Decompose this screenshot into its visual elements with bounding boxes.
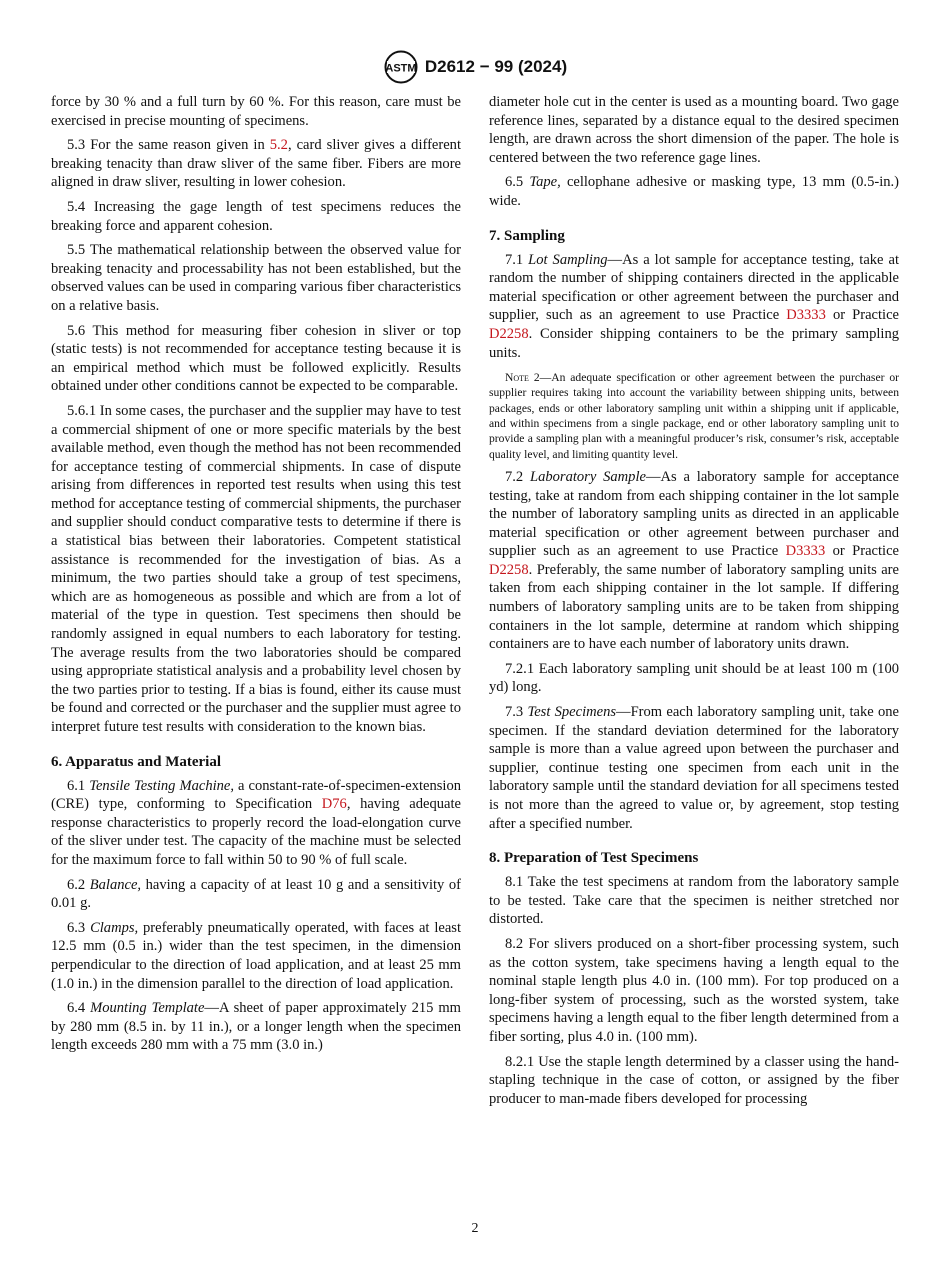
paragraph-6-2: 6.2 Balance, having a capacity of at least 10 g and a sensitivity of 0.01 g.: [51, 876, 461, 912]
paragraph-7-1: 7.1 Lot Sampling—As a lot sample for acceptance testing, take at random the number of shipping containers directed in the applicable material specification or other agreement between the purchaser and supplier, such as an agreement to use Practice D3333 or Practice D2258. Consider shipping containers to be the primary sampling units.: [489, 251, 899, 361]
paragraph-8-2-1: 8.2.1 Use the staple length determined by a classer using the hand-stapling technique in the case of cotton, or assigned by the fiber producer to man-made fibers developed for processing: [489, 1053, 899, 1107]
link-d2258[interactable]: D2258: [489, 561, 529, 578]
page-number: 2: [471, 1221, 479, 1236]
paragraph-8-1: 8.1 Take the test specimens at random from the laboratory sample to be tested. Take care that the specimen is neither stretched nor distorted.: [489, 874, 899, 928]
paragraph-5-4: 5.4 Increasing the gage length of test specimens reduces the breaking force and apparent cohesion.: [51, 198, 461, 234]
left-column: [51, 93, 461, 1061]
paragraph-7-3: 7.3 Test Specimens—From each laboratory sampling unit, take one specimen. If the standard deviation determined for the laboratory sample is more than a value agreed upon between the purchaser and supplier, continue testing one specimen from each unit in the laboratory sample until the standard deviation for all specimens tested is not more than the agreed to value or, by agreement, stop testing after a specified number.: [489, 704, 899, 832]
svg-text:ASTM: ASTM: [385, 62, 417, 75]
paragraph-5-3: 5.3 For the same reason given in 5.2, card sliver gives a different breaking tenacity than draw sliver of the same fiber. Fibers are more aligned in draw sliver, resulting in lower cohesion.: [51, 137, 461, 191]
paragraph-5-6: 5.6 This method for measuring fiber cohesion in sliver or top (static tests) is not recommended for acceptance testing because it is an empirical method which must be followed explicitly. Results obtained under other conditions cannot be expected to be comparable.: [51, 322, 461, 395]
paragraph-6-1: 6.1 Tensile Testing Machine, a constant-rate-of-specimen-extension (CRE) type, conforming to Specification D76, having adequate response characteristics to properly record the load-elongation curve of the sliver under test. The capacity of the machine must be selected for the maximum force to fall within 50 to 90 % of full scale.: [51, 777, 461, 868]
page-header: [0, 50, 950, 84]
paragraph-7-2: 7.2 Laboratory Sample—As a laboratory sample for acceptance testing, take at random from each shipping container in the lot sample the number of laboratory sampling units as directed in an applicable material specification or other agreement between purchaser and supplier such as an agreement to use Practice D3333 or Practice D2258. Preferably, the same number of laboratory sampling units are taken from each shipping container in the lot sample. If differing numbers of laboratory sampling units are to be taken from shipping containers in the lot sample, determine at random which shipping containers are to have each number of laboratory units drawn.: [489, 468, 899, 653]
link-d76[interactable]: D76: [321, 796, 347, 813]
right-column: [489, 93, 899, 1114]
section-6-heading: 6. Apparatus and Material: [51, 753, 222, 770]
paragraph-7-2-1: 7.2.1 Each laboratory sampling unit should be at least 100 m (100 yd) long.: [489, 660, 899, 696]
section-7-heading: 7. Sampling: [489, 227, 565, 244]
astm-logo-icon: [383, 50, 419, 84]
link-d2258[interactable]: D2258: [489, 325, 529, 342]
paragraph-6-3: 6.3 Clamps, preferably pneumatically operated, with faces at least 12.5 mm (0.5 in.) wider than the test specimen, in the dimension perpendicular to the direction of load application, and at least 25 mm (1.0 in.) in the dimension parallel to the direction of load application.: [51, 919, 461, 992]
document-designation: D2612 − 99 (2024): [424, 57, 568, 76]
section-8-heading: 8. Preparation of Test Specimens: [489, 850, 699, 867]
link-d3333[interactable]: D3333: [785, 543, 826, 560]
link-5-2[interactable]: 5.2: [269, 137, 288, 154]
paragraph-6-4-continued: diameter hole cut in the center is used as a mounting board. Two gage reference lines, separated by a distance equal to the desired specimen length, are drawn across the short dimension of the paper. The hole is centered between the two reference gage lines.: [489, 94, 899, 166]
paragraph-5-5: 5.5 The mathematical relationship between the observed value for breaking tenacity and processability has not been established, but the observed values can be used in comparing various fiber characteristics on a relative basis.: [51, 242, 461, 314]
paragraph-5-2-continued: force by 30 % and a full turn by 60 %. For this reason, care must be exercised in precise mounting of specimens.: [51, 94, 461, 129]
paragraph-6-4: 6.4 Mounting Template—A sheet of paper approximately 215 mm by 280 mm (8.5 in. by 11 in.), or a longer length when the specimen length exceeds 280 mm with a 75 mm (3.0 in.): [51, 1000, 461, 1054]
paragraph-6-5: 6.5 Tape, cellophane adhesive or masking type, 13 mm (0.5-in.) wide.: [489, 174, 899, 209]
note-2: Note 2—An adequate specification or other agreement between the purchaser or supplier requires taking into account the variability between shipping units, between packages, ends or other laboratory sampling unit within a shipping unit if applicable, and within specimens from a single package, end or other laboratory sampling unit to provide a sampling plan with a meaningful producer’s risk, consumer’s risk, acceptable quality level, and limiting quantity level.: [489, 371, 899, 461]
link-d3333[interactable]: D3333: [786, 307, 826, 324]
paragraph-5-6-1: 5.6.1 In some cases, the purchaser and the supplier may have to test a commercial shipment of one or more specific materials by the best available method, even though the method has not been recommended for acceptance testing of commercial shipments. In case of dispute arising from differences in reported test results when using this test method for acceptance testing of commercial shipments, the purchaser and supplier should conduct comparative tests to determine if there is a statistical bias between their laboratories. Competent statistical assistance is recommended for the investigation of bias. As a minimum, the two parties should take a group of test specimens, which are as homogeneous as possible and which are from a lot of material of the type in question. Test specimens then should be randomly assigned in equal numbers to each laboratory for testing. The average results from the two laboratories should be compared using appropriate statistical analysis and a probability level chosen by the two parties prior to testing. If a bias is found, either its cause must be found and corrected or the purchaser and the supplier must agree to interpret future test results with consideration to the known bias.: [51, 402, 461, 735]
paragraph-8-2: 8.2 For slivers produced on a short-fiber processing system, such as the cotton system, take specimens having a length equal to the nominal staple length plus 4.0 in. (100 mm). For top produced on a long-fiber system of processing, such as the worsted system, take specimens having a length equal to the fiber length determined from a fiber sorting, plus 4.0 in. (100 mm).: [489, 935, 899, 1045]
